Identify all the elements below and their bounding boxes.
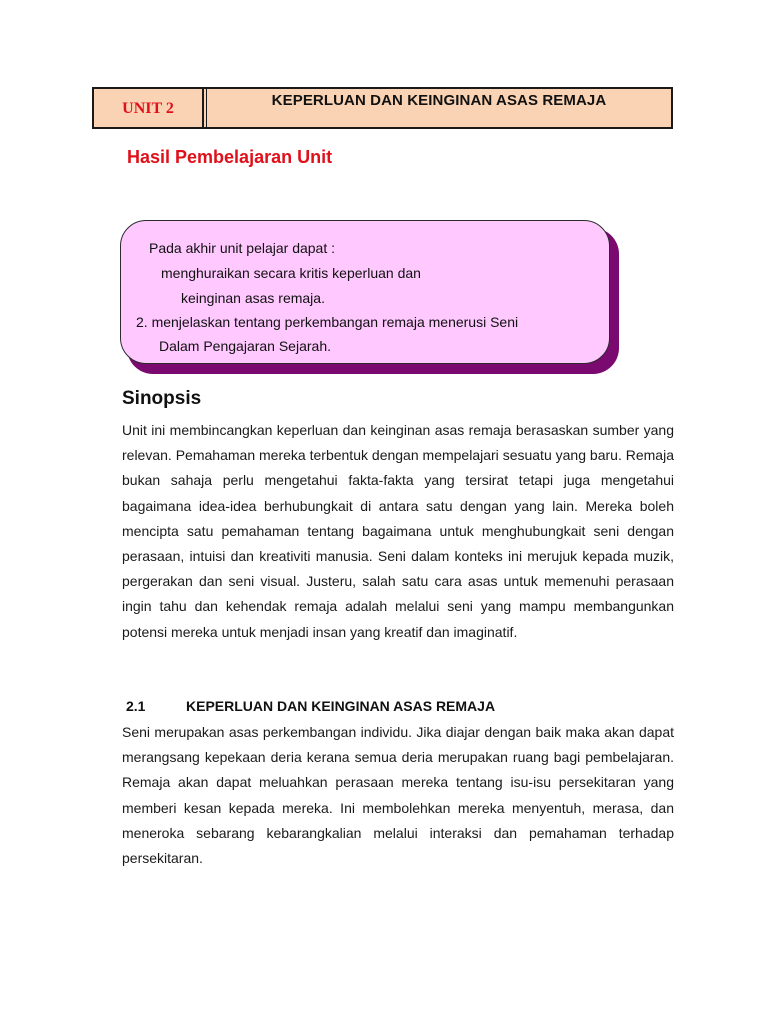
sinopsis-heading: Sinopsis bbox=[122, 388, 202, 409]
unit-title: KEPERLUAN DAN KEINGINAN ASAS REMAJA bbox=[206, 89, 671, 127]
learning-outcome-item-2-cont: Dalam Pengajaran Sejarah. bbox=[159, 338, 331, 354]
section-title: KEPERLUAN DAN KEINGINAN ASAS REMAJA bbox=[186, 698, 496, 714]
learning-outcome-item-1-cont: keinginan asas remaja. bbox=[181, 290, 325, 306]
learning-outcomes-box bbox=[120, 220, 610, 364]
unit-label: UNIT 2 bbox=[94, 89, 204, 127]
sinopsis-paragraph: Unit ini membincangkan keperluan dan keinginan asas remaja berasaskan sumber yang relevan. Pemahaman mereka terbentuk dengan mempelajari sesuatu yang baru. Remaja bukan sahaja perlu mengetahui fakta-fakta yang tersirat tetapi juga mengetahui bagaimana idea-idea berhubungkait di antara satu dengan yang lain. Mereka boleh mencipta satu pemahaman tentang bagaimana untuk menghubungkait seni dengan perasaan, intuisi dan kreativiti manusia. Seni dalam konteks ini merujuk kepada muzik, pergerakan dan seni visual. Justeru, salah satu cara asas untuk memenuhi perasaan ingin tahu dan kehendak remaja adalah melalui seni yang mampu membangunkan potensi mereka untuk menjadi insan yang kreatif dan imaginatif. bbox=[122, 422, 674, 640]
section-paragraph: Seni merupakan asas perkembangan individu. Jika diajar dengan baik maka akan dapat merangsang kepekaan deria kerana semua deria merupakan ruang bagi pembelajaran. Remaja akan dapat meluahkan perasaan mereka tentang isu-isu persekitaran yang memberi kesan kepada mereka. Ini membolehkan mereka menyentuh, merasa, dan meneroka sebarang kebarangkalian melalui interaksi dan pemahaman terhadap persekitaran. bbox=[122, 724, 674, 867]
learning-outcomes-intro: Pada akhir unit pelajar dapat : bbox=[149, 240, 336, 256]
unit-header bbox=[92, 87, 673, 129]
section-heading bbox=[126, 698, 495, 714]
learning-outcome-item-1: menghuraikan secara kritis keperluan dan bbox=[161, 265, 421, 281]
section-number: 2.1 bbox=[126, 698, 146, 714]
learning-outcomes-heading: Hasil Pembelajaran Unit bbox=[127, 147, 333, 167]
learning-outcome-item-2: 2. menjelaskan tentang perkembangan remaja menerusi Seni bbox=[136, 314, 519, 330]
